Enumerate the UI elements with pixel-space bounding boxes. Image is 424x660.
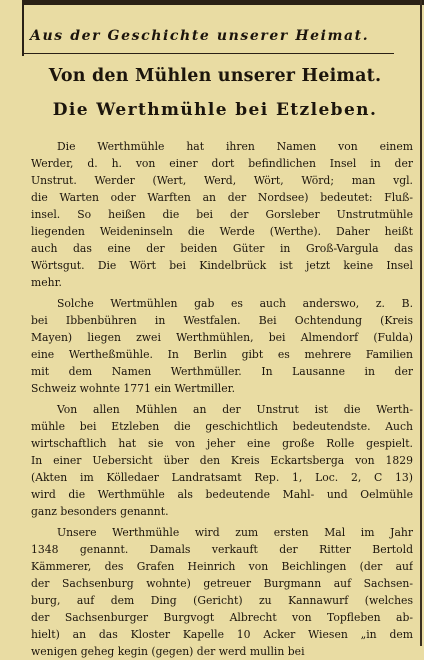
article-line: mit dem Namen Werthmüller. In Lausanne in der — [31, 365, 413, 378]
article-line: der Sachsenburger Burgvogt Albrecht von Topfleben ab- — [31, 611, 413, 624]
article-line: bei Ibbenbühren in Westfalen. Bei Ochtendung (Kreis — [31, 314, 413, 327]
section-divider — [22, 53, 394, 54]
article-line: insel. So heißen die bei der Gorsleber Unstrutmühle — [31, 208, 413, 221]
article-line: Mayen) liegen zwei Werthmühlen, bei Almendorf (Fulda) — [31, 331, 413, 344]
article-line: wenigen geheg kegin (gegen) der werd mullin bei — [31, 645, 305, 658]
article-line: Solche Wertmühlen gab es auch anderswo, z. B. — [57, 297, 413, 310]
article-line: mühle bei Etzleben die geschichtlich bedeutendste. Auch — [31, 420, 413, 433]
article-line: Schweiz wohnte 1771 ein Wertmiller. — [31, 382, 236, 395]
article-line: auch das eine der beiden Güter in Groß-Vargula das — [31, 242, 413, 255]
article-line: mehr. — [31, 276, 62, 289]
article-line: burg, auf dem Ding (Gericht) zu Kannawurf (welches — [31, 594, 413, 607]
article-line: In einer Uebersicht über den Kreis Eckartsberga von 1829 — [31, 454, 413, 467]
article-line: Die Werthmühle hat ihren Namen von einem — [57, 140, 413, 153]
top-border-rule — [22, 0, 424, 5]
article-line: Kämmerer, des Grafen Heinrich von Beichlingen (der auf — [31, 560, 413, 573]
article-line: Unstrut. Werder (Wert, Werd, Wört, Wörd; man vgl. — [31, 174, 413, 187]
article-line: die Warten oder Warften an der Nordsee) bedeutet: Fluß- — [31, 191, 413, 204]
article-line: der Sachsenburg wohnte) getreuer Burgmann auf Sachsen- — [31, 577, 413, 590]
article-line: hielt) an das Kloster Kapelle 10 Acker Wiesen „in dem — [31, 628, 413, 641]
article-line: eine Wertheßmühle. In Berlin gibt es mehrere Familien — [31, 348, 413, 361]
article-line: Wörtsgut. Die Wört bei Kindelbrück ist jetzt keine Insel — [31, 259, 413, 272]
article-line: wirtschaftlich hat sie von jeher eine große Rolle gespielt. — [31, 437, 413, 450]
article-line: liegenden Weideninseln die Werde (Werthe). Daher heißt — [31, 225, 413, 238]
article-line: Werder, d. h. von einer dort befindlichen Insel in der — [31, 157, 413, 170]
article-line: 1348 genannt. Damals verkauft der Ritter Bertold — [31, 543, 413, 556]
right-border-rule — [420, 0, 422, 646]
article-subtitle: Die Werthmühle bei Etzleben. — [52, 100, 378, 120]
article-line: wird die Werthmühle als bedeutende Mahl- und Oelmühle — [31, 488, 413, 501]
article-line: Unsere Werthmühle wird zum ersten Mal im Jahr — [57, 526, 413, 539]
left-border-rule — [22, 0, 24, 56]
article-title: Von den Mühlen unserer Heimat. — [48, 66, 382, 86]
article-line: ganz besonders genannt. — [31, 505, 169, 518]
article-line: Von allen Mühlen an der Unstrut ist die Werth- — [57, 403, 413, 416]
section-heading: Aus der Geschichte unserer Heimat. — [30, 28, 370, 44]
article-line: (Akten im Kölledaer Landratsamt Rep. 1, Loc. 2, C 13) — [31, 471, 413, 484]
